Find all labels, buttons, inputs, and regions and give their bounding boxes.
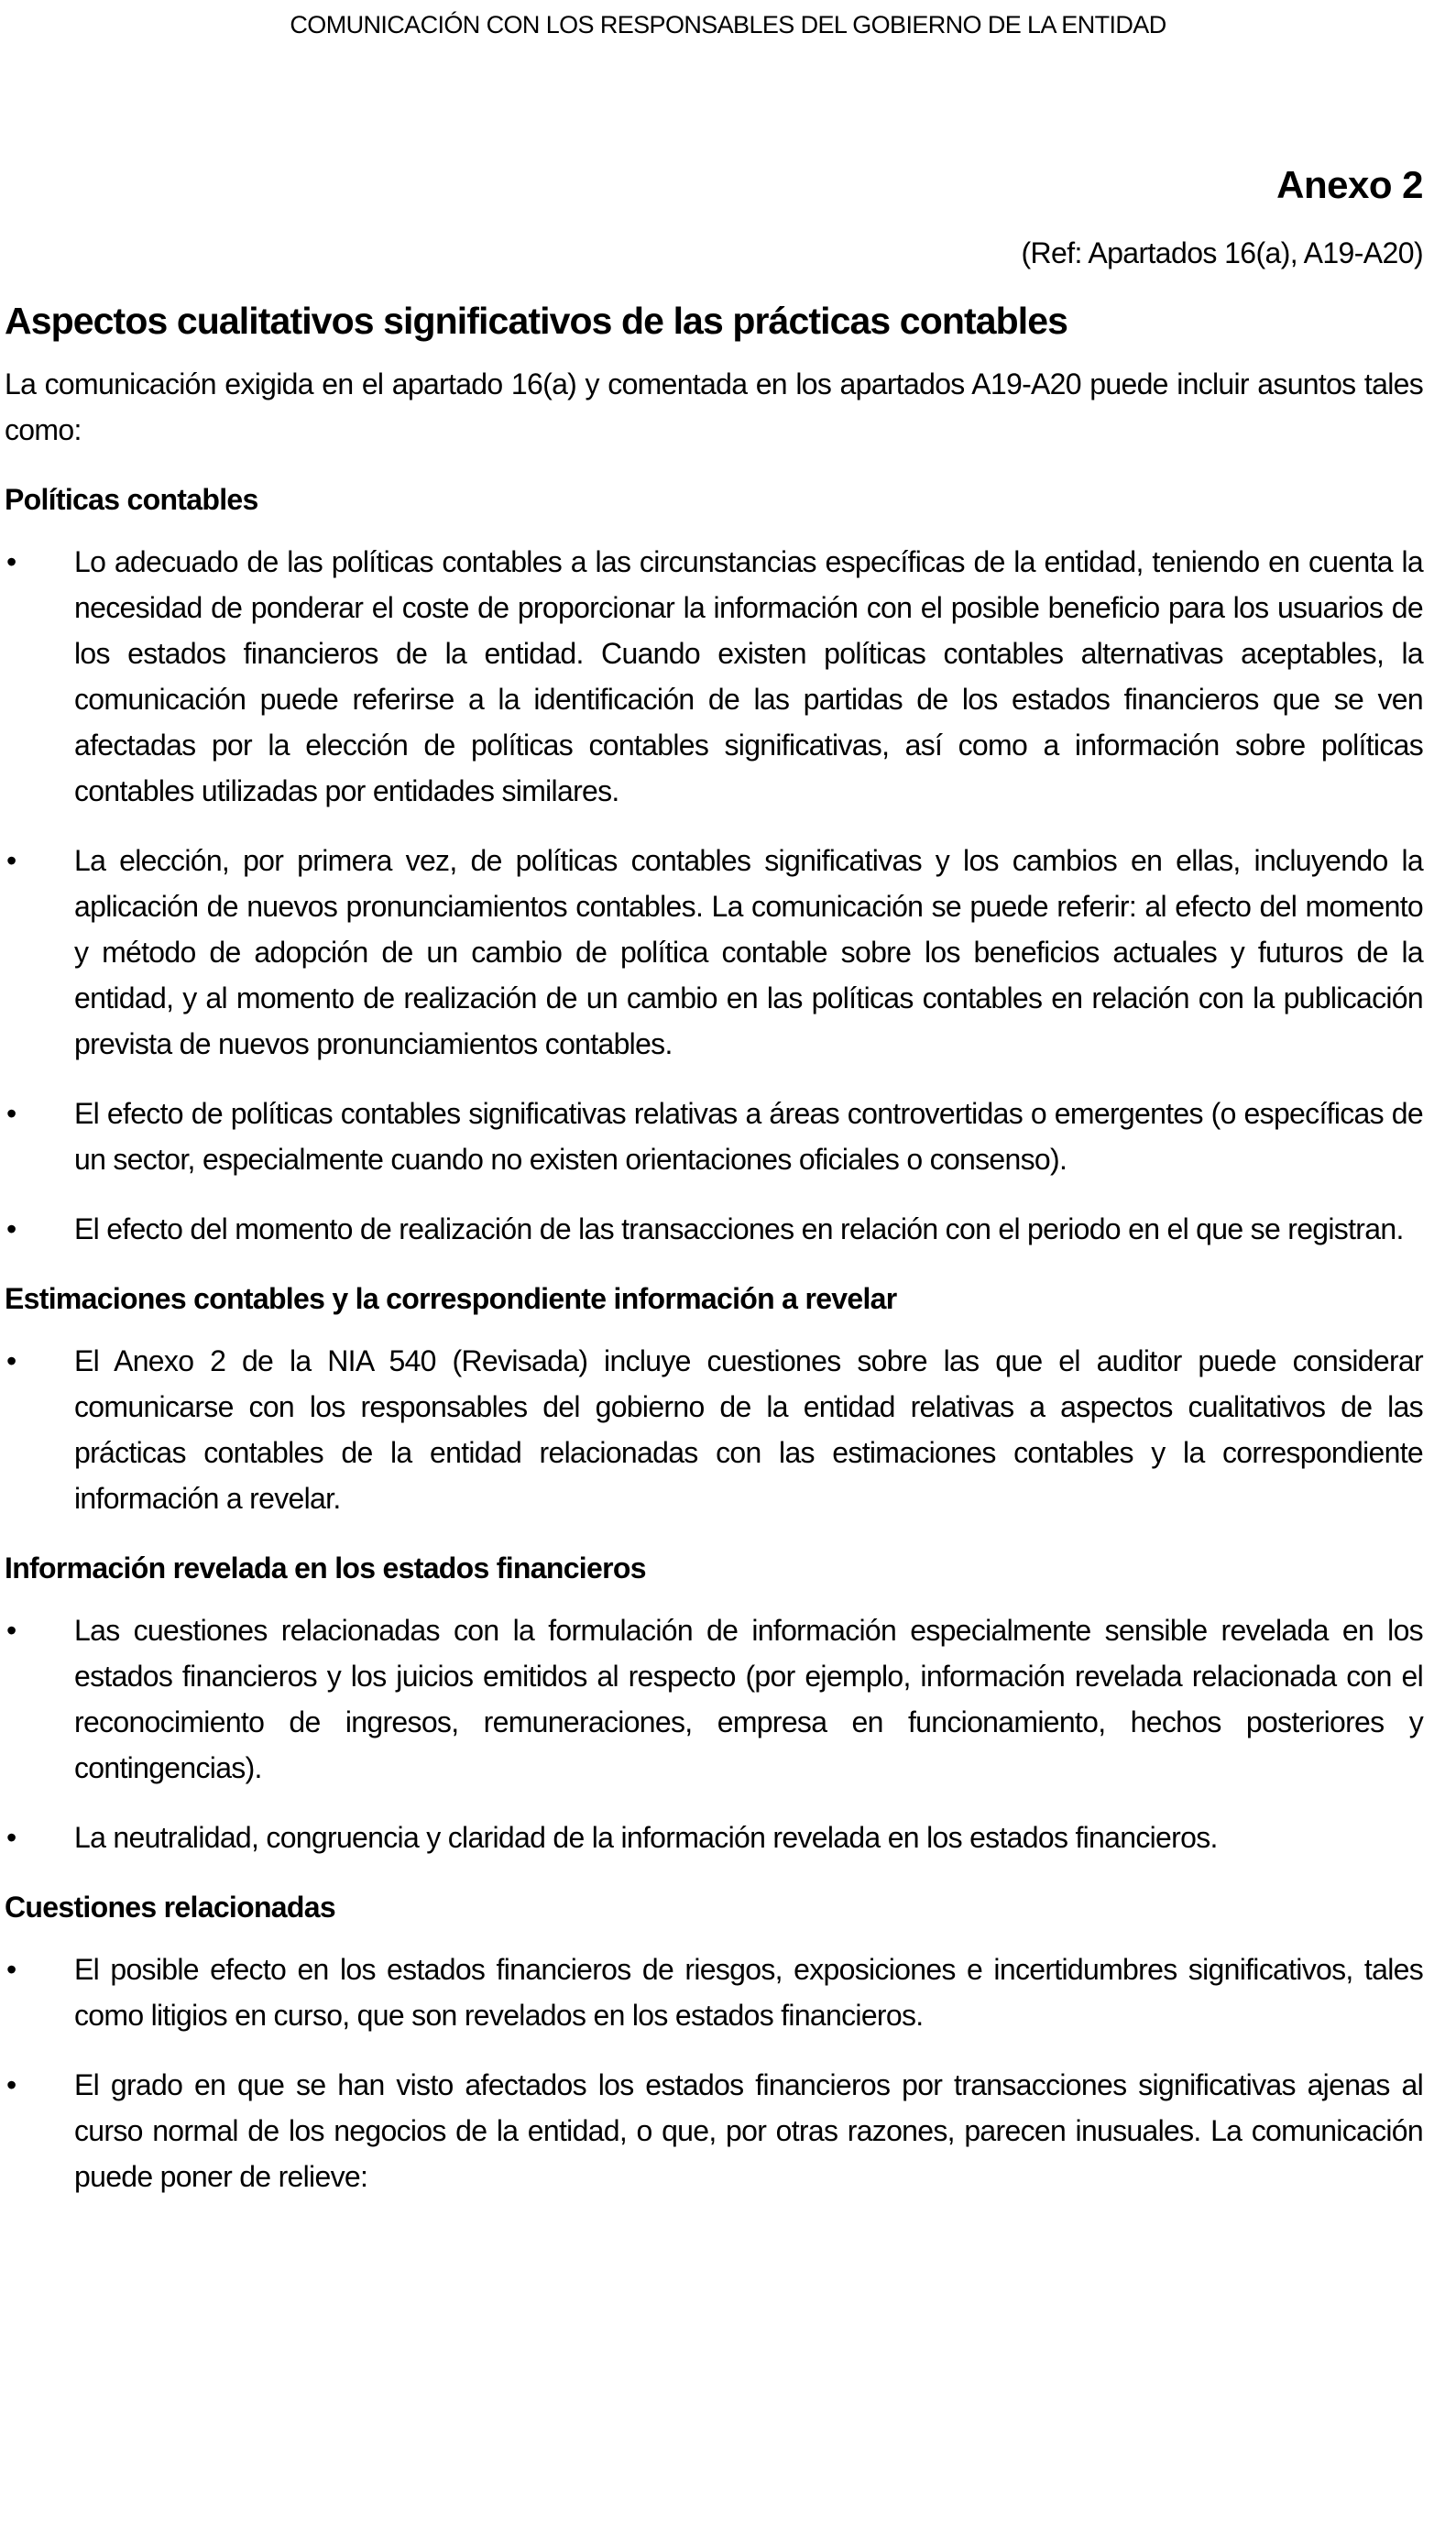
- section-heading: Políticas contables: [5, 483, 258, 516]
- bullet-item: [5, 1946, 1423, 2038]
- bullet-icon: •: [6, 1953, 16, 1986]
- bullet-item: [5, 539, 1423, 814]
- bullet-text: El grado en que se han visto afectados los estados financieros por transacciones significativas ajenas al curso normal de los negocios de la entidad, o que, por otras razones, parecen inusuales. La comunicación puede poner de relieve:: [74, 2068, 1423, 2193]
- bullet-icon: •: [6, 1212, 16, 1245]
- bullet-text: El efecto del momento de realización de las transacciones en relación con el periodo en el que se registran.: [74, 1212, 1404, 1245]
- bullet-item: [5, 1607, 1423, 1791]
- bullet-text: El posible efecto en los estados financieros de riesgos, exposiciones e incertidumbres significativos, tales como litigios en curso, que son revelados en los estados financieros.: [74, 1953, 1423, 2032]
- intro-paragraph: La comunicación exigida en el apartado 16(a) y comentada en los apartados A19-A20 puede incluir asuntos tales como:: [5, 367, 1423, 446]
- bullet-icon: •: [6, 1344, 16, 1377]
- bullet-icon: •: [6, 1097, 16, 1130]
- bullet-icon: •: [6, 1614, 16, 1647]
- bullet-icon: •: [6, 545, 16, 578]
- bullet-icon: •: [6, 2068, 16, 2101]
- document-body: [5, 295, 1423, 2223]
- sections: [5, 477, 1423, 2199]
- bullet-item: [5, 2062, 1423, 2199]
- section-heading: Cuestiones relacionadas: [5, 1891, 335, 1924]
- bullet-text: La neutralidad, congruencia y claridad de la información revelada en los estados financieros.: [74, 1821, 1218, 1854]
- section-heading: Estimaciones contables y la correspondiente información a revelar: [5, 1282, 897, 1315]
- bullet-text: El efecto de políticas contables significativas relativas a áreas controvertidas o emergentes (o específicas de un sector, especialmente cuando no existen orientaciones oficiales o consenso).: [74, 1097, 1423, 1176]
- running-header: COMUNICACIÓN CON LOS RESPONSABLES DEL GOBIERNO DE LA ENTIDAD: [290, 11, 1166, 38]
- section-heading: Información revelada en los estados financieros: [5, 1552, 646, 1585]
- bullet-text: El Anexo 2 de la NIA 540 (Revisada) incluye cuestiones sobre las que el auditor puede considerar comunicarse con los responsables del gobierno de la entidad relativas a aspectos cualitativos de las prácticas contables de la entidad relacionadas con las estimaciones contables y la correspondiente información a revelar.: [74, 1344, 1423, 1515]
- page-title: Aspectos cualitativos significativos de las prácticas contables: [5, 300, 1068, 342]
- bullet-text: Las cuestiones relacionadas con la formulación de información especialmente sensible revelada en los estados financieros y los juicios emitidos al respecto (por ejemplo, información revelada relacionada con el reconocimiento de ingresos, remuneraciones, empresa en funcionamiento, hechos posteriores y contingencias).: [74, 1614, 1423, 1784]
- reference-note: (Ref: Apartados 16(a), A19-A20): [1021, 236, 1423, 269]
- annex-label: Anexo 2: [1276, 163, 1423, 206]
- bullet-text: La elección, por primera vez, de políticas contables significativas y los cambios en ellas, incluyendo la aplicación de nuevos pronunciamientos contables. La comunicación se puede referir: al efecto del momento y método de adopción de un cambio de política contable sobre los beneficios actuales y futuros de la entidad, y al momento de realización de un cambio en las políticas contables en relación con la publicación prevista de nuevos pronunciamientos contables.: [74, 844, 1423, 1060]
- bullet-icon: •: [6, 844, 16, 877]
- bullet-item: [5, 1338, 1423, 1521]
- bullet-icon: •: [6, 1821, 16, 1854]
- bullet-item: [5, 1815, 1423, 1860]
- bullet-item: [5, 1091, 1423, 1182]
- bullet-item: [5, 1206, 1423, 1252]
- bullet-item: [5, 838, 1423, 1067]
- bullet-text: Lo adecuado de las políticas contables a las circunstancias específicas de la entidad, teniendo en cuenta la necesidad de ponderar el coste de proporcionar la información con el posible beneficio para los usuarios de los estados financieros de la entidad. Cuando existen políticas contables alternativas aceptables, la comunicación puede referirse a la identificación de las partidas de los estados financieros que se ven afectadas por la elección de políticas contables significativas, así como a información sobre políticas contables utilizadas por entidades similares.: [74, 545, 1423, 807]
